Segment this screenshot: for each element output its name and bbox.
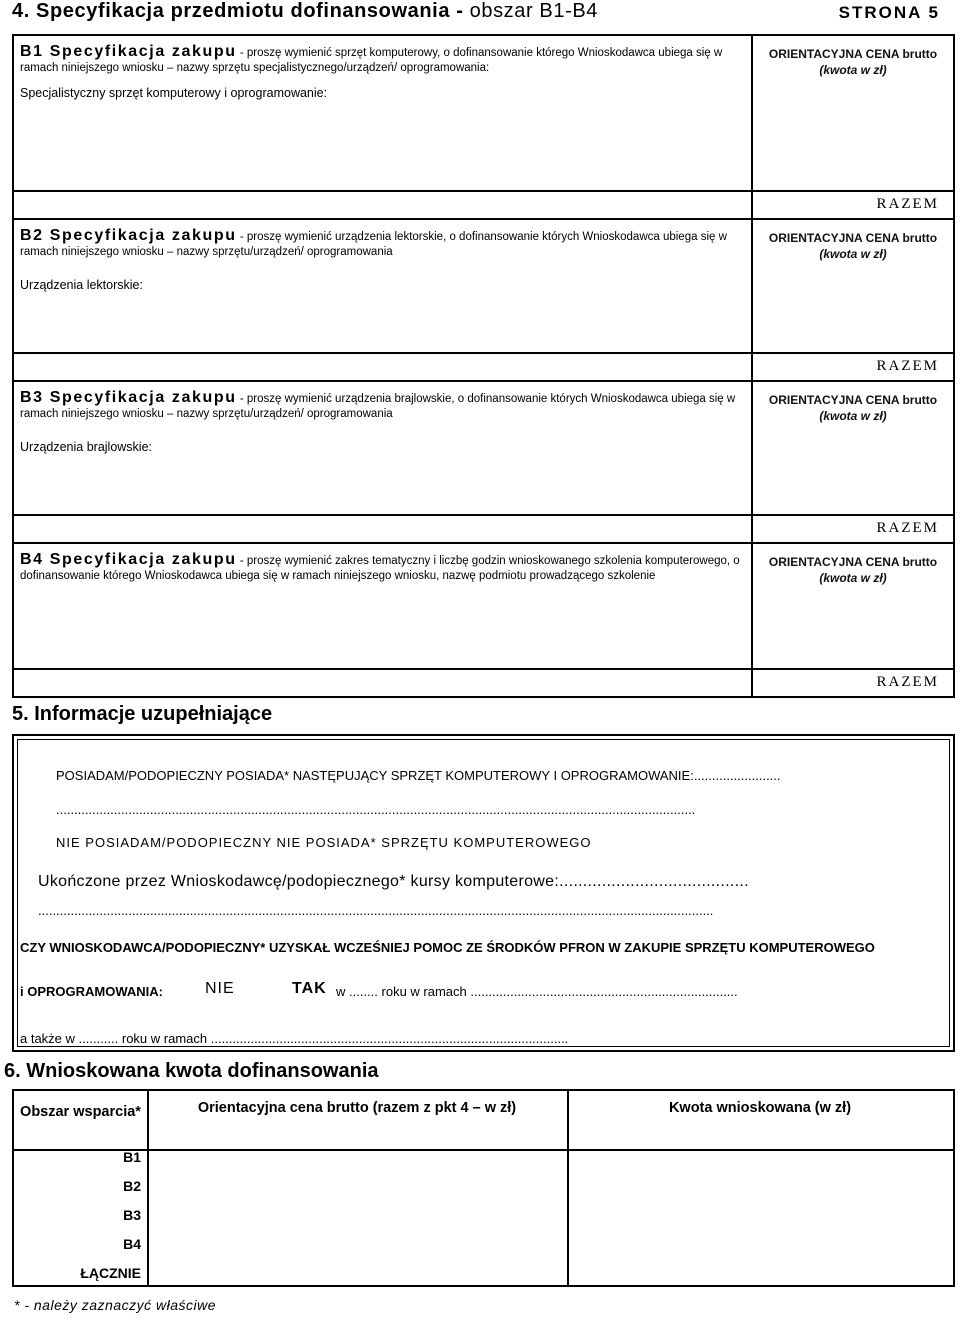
section-b3 (14, 382, 953, 544)
b3-name: B3 Specyfikacja zakupu (20, 389, 237, 406)
owns-equipment-continuation[interactable]: ................................................................................................................................................................................. (56, 802, 696, 817)
pfron-question-cont: i OPROGRAMOWANIA: (20, 984, 163, 999)
price-column-header: Orientacyjna cena brutto (razem z pkt 4 – w zł) (197, 1100, 517, 1116)
owns-equipment-line[interactable]: POSIADAM/PODOPIECZNY POSIADA* NASTĘPUJĄCY SPRZĘT KOMPUTEROWY I OPROGRAMOWANIE:........................ (56, 768, 781, 783)
b4-razem-row[interactable] (14, 668, 953, 696)
courses-continuation[interactable]: ........................................................................................................................................................................................... (38, 903, 714, 918)
pfron-question: CZY WNIOSKODAWCA/PODOPIECZNY* UZYSKAŁ WCZEŚNIEJ POMOC ZE ŚRODKÓW PFRON W ZAKUPIE SPRZĘTU KOMPUTEROWEGO (20, 940, 875, 955)
no-equipment-line[interactable]: NIE POSIADAM/PODOPIECZNY NIE POSIADA* SPRZĘTU KOMPUTEROWEGO (56, 835, 592, 850)
row-label-b1: B1 (123, 1149, 141, 1165)
b1-razem-label: RAZEM (876, 196, 939, 212)
funding-amount-table (12, 1089, 955, 1287)
b3-price-header: ORIENTACYJNA CENA brutto (768, 393, 938, 407)
page-number: STRONA 5 (838, 3, 940, 22)
requested-column-header: Kwota wnioskowana (w zł) (668, 1100, 852, 1116)
price-column[interactable] (147, 1091, 569, 1285)
b2-razem-row[interactable] (14, 352, 953, 380)
b3-price-unit: (kwota w zł) (819, 409, 887, 423)
b4-price-unit: (kwota w zł) (819, 571, 887, 585)
requested-column[interactable] (567, 1091, 953, 1285)
section-4-title-area: obszar B1-B4 (469, 0, 599, 22)
b2-price-unit: (kwota w zł) (819, 247, 887, 261)
section-b2 (14, 220, 953, 382)
b2-price-header: ORIENTACYJNA CENA brutto (768, 231, 938, 245)
section-5-box (12, 734, 955, 1052)
b2-sub-label: Urządzenia lektorskie: (20, 278, 143, 292)
section-5-title: 5. Informacje uzupełniające (12, 703, 273, 725)
b2-name: B2 Specyfikacja zakupu (20, 227, 237, 244)
row-label-b2: B2 (123, 1178, 141, 1194)
b4-razem-label: RAZEM (876, 674, 939, 690)
b4-price-header: ORIENTACYJNA CENA brutto (768, 555, 938, 569)
b3-instruction: - proszę wymienić urządzenia brajlowskie, o dofinansowanie których Wnioskodawca ubiega się w ramach niniejszego wniosku – nazwy sprzętu/urządzeń/ oprogramowania (20, 393, 736, 420)
b3-razem-row[interactable] (14, 514, 953, 542)
b4-name: B4 Specyfikacja zakupu (20, 551, 237, 568)
option-yes[interactable]: TAK (292, 980, 327, 997)
yes-detail-line[interactable]: w ........ roku w ramach .......................................................................... (336, 984, 738, 999)
also-line[interactable]: a także w ........... roku w ramach ................................................................................................... (20, 1031, 569, 1046)
b1-sub-label: Specjalistyczny sprzęt komputerowy i oprogramowanie: (20, 86, 328, 100)
b2-razem-label: RAZEM (876, 358, 939, 374)
b1-price-header: ORIENTACYJNA CENA brutto (768, 47, 938, 61)
option-no[interactable]: NIE (205, 980, 235, 997)
b1-name: B1 Specyfikacja zakupu (20, 43, 237, 60)
section-4-title-main: 4. Specyfikacja przedmiotu dofinansowania - (12, 0, 464, 22)
section-b4 (14, 544, 953, 696)
row-label-b3: B3 (123, 1207, 141, 1223)
b4-instruction: - proszę wymienić zakres tematyczny i liczbę godzin wnioskowanego szkolenia komputerowego, o dofinansowanie którego Wnioskodawca ubiega się w ramach niniejszego wniosku, nazwę podmiotu prowadzącego szkolenie (20, 555, 740, 582)
courses-line[interactable]: Ukończone przez Wnioskodawcę/podopiecznego* kursy komputerowe:........................................ (38, 873, 749, 890)
b1-price-unit: (kwota w zł) (819, 63, 887, 77)
b3-razem-label: RAZEM (876, 520, 939, 536)
row-label-b4: B4 (123, 1236, 141, 1252)
b2-instruction: - proszę wymienić urządzenia lektorskie, o dofinansowanie których Wnioskodawca ubiega się w ramach niniejszego wniosku – nazwy sprzętu/urządzeń/ oprogramowania (20, 231, 727, 258)
section-4-title (12, 0, 598, 23)
section-6-title: 6. Wnioskowana kwota dofinansowania (4, 1060, 379, 1082)
section-b1 (14, 36, 953, 220)
area-column-header: Obszar wsparcia* (20, 1104, 141, 1120)
row-label-total: ŁĄCZNIE (80, 1265, 141, 1281)
b3-sub-label: Urządzenia brajlowskie: (20, 440, 153, 454)
footnote: * - należy zaznaczyć właściwe (14, 1297, 217, 1313)
b1-instruction: - proszę wymienić sprzęt komputerowy, o dofinansowanie którego Wnioskodawca ubiega się w ramach niniejszego wniosku – nazwy sprzętu specjalistycznego/urządzeń/ oprogramowania: (20, 47, 723, 74)
b1-razem-row[interactable] (14, 190, 953, 218)
specification-table (12, 34, 955, 698)
